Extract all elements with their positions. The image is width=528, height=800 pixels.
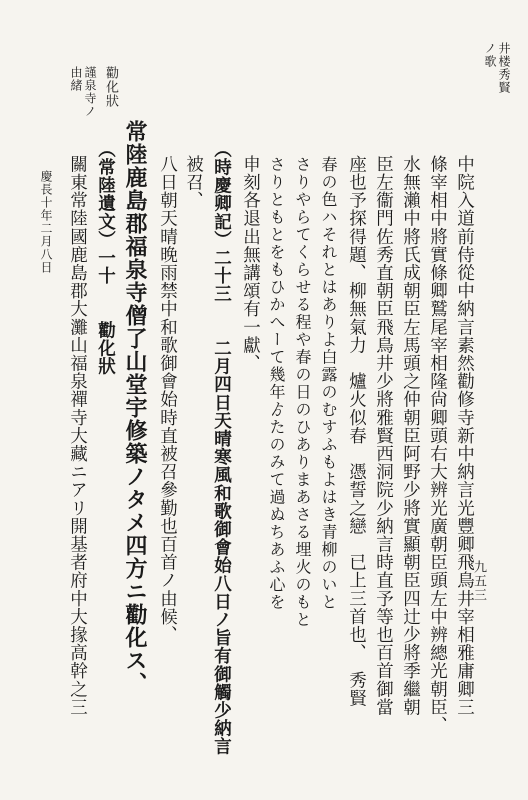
poem-line-3: さりともとをもひかへーて幾年ゟたのみて過ぬちあふ心を xyxy=(267,156,286,611)
running-head-left-1: 勸化狀 xyxy=(103,66,118,108)
text-column-1: 中院入道前侍從中納言素然勸修寺新中納言光豐卿飛鳥井宰相雅庸卿三 xyxy=(454,155,475,717)
running-head-right-line-1: 井楼秀賢 xyxy=(497,42,511,94)
text-column-15: 關東常陸國鹿島郡大灘山福泉禪寺大藏ニアリ開基者府中大掾高幹之三 xyxy=(67,155,88,717)
page-number: 九五三 xyxy=(471,560,486,602)
date-note: 慶長十年二月八日 xyxy=(39,170,53,274)
section-heading: 常陸鹿島郡福泉寺僧了山堂宇修築ノタメ四方ニ勸化ス、 xyxy=(122,120,148,695)
text-column-3: 水無瀨中將氏成朝臣左馬頭之仲朝臣阿野少將實顯朝臣四辻少將季繼朝 xyxy=(400,155,421,717)
poem-line-1: 春の色ハそれとはありよ白露のむすふもよはき青柳のいと xyxy=(319,156,338,611)
text-column-2: 條宰相中將實條卿鷲尾宰相隆尙卿頭右大辨光廣朝臣頭左中辨總光朝臣、 xyxy=(427,155,448,735)
running-head-left-2: 謹泉寺ノ xyxy=(83,66,97,118)
text-column-4: 臣左衞門佐秀直朝臣飛鳥井少將雅賢西洞院少納言時直予等也百首御當 xyxy=(373,155,394,717)
text-column-9: 申刻各退出無講頌有一獻、 xyxy=(240,155,261,373)
source-citation-hitachi-ibun: （常陸遺文）一十 勸化狀 xyxy=(95,140,116,376)
poem-line-2: さりやらてくらせる程や春の日のひありまあさる埋火のもと xyxy=(293,156,312,629)
running-head-right xyxy=(498,42,510,94)
text-column-5: 座也予探得題、柳無氣力 爐火似春 憑誓之戀 已上三首也、 秀賢 xyxy=(346,155,367,708)
source-citation-jikeikyoki: （時慶卿記）二十三 二月四日天晴寒風和歌御會始八日ノ旨有御觸少納言 xyxy=(211,140,232,756)
running-head-right-2 xyxy=(484,42,496,68)
running-head-right-line-2: ノ歌 xyxy=(483,42,497,68)
text-column-11: 被召、 xyxy=(183,155,204,210)
running-head-left-3: 由緒 xyxy=(69,66,83,92)
text-column-12: 八日朝天晴晚雨禁中和歌御會始時直被召參勤也百首ノ由候、 xyxy=(157,155,178,644)
